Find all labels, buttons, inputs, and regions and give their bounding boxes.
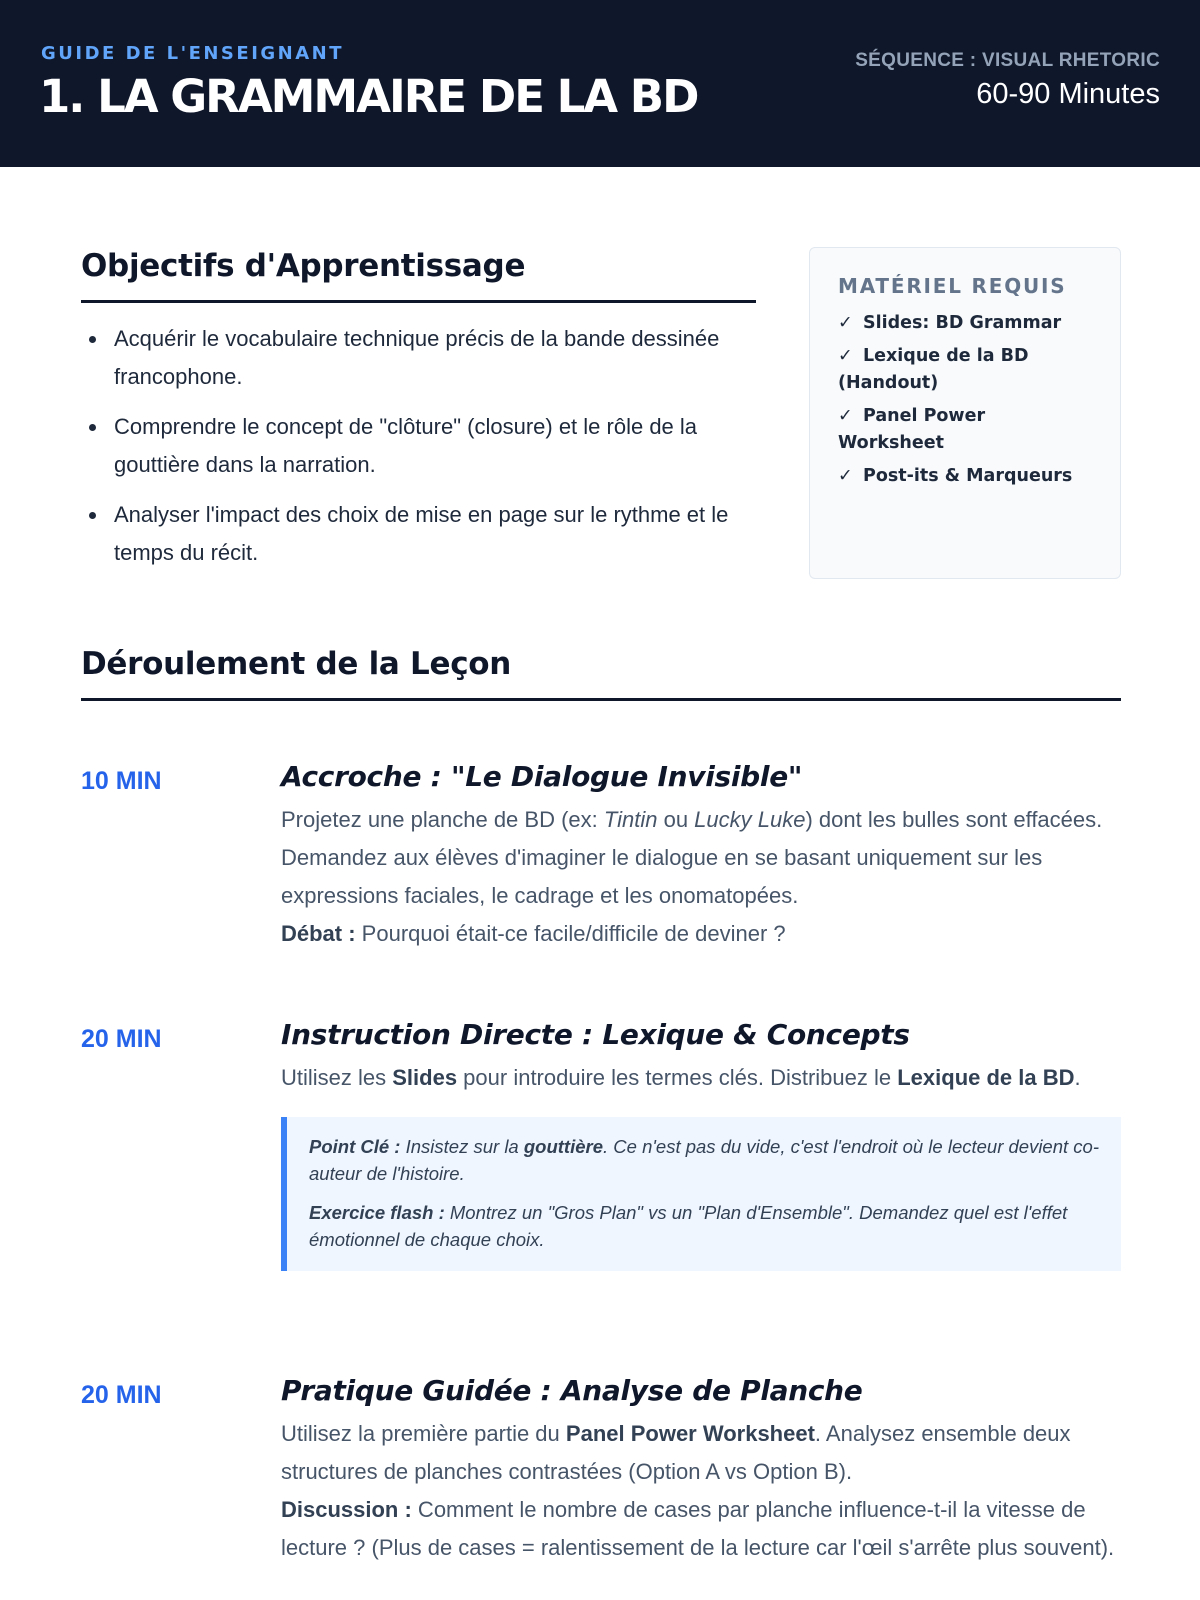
- step-content: [281, 757, 1121, 953]
- step-paragraph: Projetez une planche de BD (ex: Tintin ou Lucky Luke) dont les bulles sont effacées. Demandez aux élèves d'imaginer le dialogue en se basant uniquement sur les expressions faciales, le cadrage et les onomatopées.: [281, 807, 1103, 908]
- step-discussion: Discussion : Comment le nombre de cases par planche influence-t-il la vitesse de lecture ? (Plus de cases = ralentissement de la lecture car l'œil s'arrête plus souvent).: [281, 1497, 1115, 1560]
- objective-item: Comprendre le concept de "clôture" (closure) et le rôle de la gouttière dans la narration.: [81, 408, 761, 484]
- key-point-callout: [281, 1117, 1121, 1271]
- duration-label: 60-90 Minutes: [976, 78, 1160, 110]
- step-content: [281, 1015, 1121, 1271]
- material-item: ✓ Slides: BD Grammar: [838, 310, 1094, 337]
- step-paragraph: Utilisez les Slides pour introduire les termes clés. Distribuez le Lexique de la BD.: [281, 1065, 1081, 1090]
- callout-key-point: Point Clé : Insistez sur la gouttière. Ce n'est pas du vide, c'est l'endroit où le lecteur devient co-auteur de l'histoire.: [309, 1136, 1099, 1184]
- lesson-heading: Déroulement de la Leçon: [81, 646, 512, 682]
- material-item: ✓ Post-its & Marqueurs: [838, 463, 1094, 490]
- step-title: Instruction Directe : Lexique & Concepts: [281, 1018, 910, 1051]
- page-header: [0, 0, 1200, 167]
- check-icon: ✓: [838, 406, 853, 426]
- material-item: ✓ Panel Power Worksheet: [838, 403, 1094, 457]
- lesson-divider: [81, 698, 1121, 701]
- step-title: Pratique Guidée : Analyse de Planche: [281, 1374, 863, 1407]
- material-item: ✓ Lexique de la BD (Handout): [838, 343, 1094, 397]
- check-icon: ✓: [838, 346, 853, 366]
- step-time: 20 MIN: [81, 1381, 162, 1409]
- step-paragraph: Utilisez la première partie du Panel Power Worksheet. Analysez ensemble deux structures de planches contrastées (Option A vs Option B).: [281, 1421, 1071, 1484]
- bullet-icon: [89, 336, 96, 343]
- page-title: 1. LA GRAMMAIRE DE LA BD: [39, 70, 698, 123]
- materials-heading: MATÉRIEL REQUIS: [838, 274, 1067, 298]
- objectives-list: [81, 320, 761, 584]
- bullet-icon: [89, 424, 96, 431]
- callout-flash-exercise: Exercice flash : Montrez un "Gros Plan" vs un "Plan d'Ensemble". Demandez quel est l'effet émotionnel de chaque choix.: [309, 1202, 1068, 1250]
- step-debate: Débat : Pourquoi était-ce facile/difficile de deviner ?: [281, 921, 786, 946]
- step-time: 20 MIN: [81, 1025, 162, 1053]
- objective-item: Acquérir le vocabulaire technique précis de la bande dessinée francophone.: [81, 320, 761, 396]
- objectives-divider: [81, 300, 756, 303]
- bullet-icon: [89, 512, 96, 519]
- step-title: Accroche : "Le Dialogue Invisible": [281, 760, 803, 793]
- objective-item: Analyser l'impact des choix de mise en page sur le rythme et le temps du récit.: [81, 496, 761, 572]
- step-time: 10 MIN: [81, 767, 162, 795]
- check-icon: ✓: [838, 466, 853, 486]
- objectives-heading: Objectifs d'Apprentissage: [81, 248, 526, 284]
- sequence-label: SÉQUENCE : VISUAL RHETORIC: [855, 50, 1160, 71]
- header-eyebrow: GUIDE DE L'ENSEIGNANT: [41, 43, 345, 64]
- step-content: [281, 1371, 1121, 1567]
- materials-list: [838, 310, 1094, 490]
- check-icon: ✓: [838, 313, 853, 333]
- materials-box: [809, 247, 1121, 579]
